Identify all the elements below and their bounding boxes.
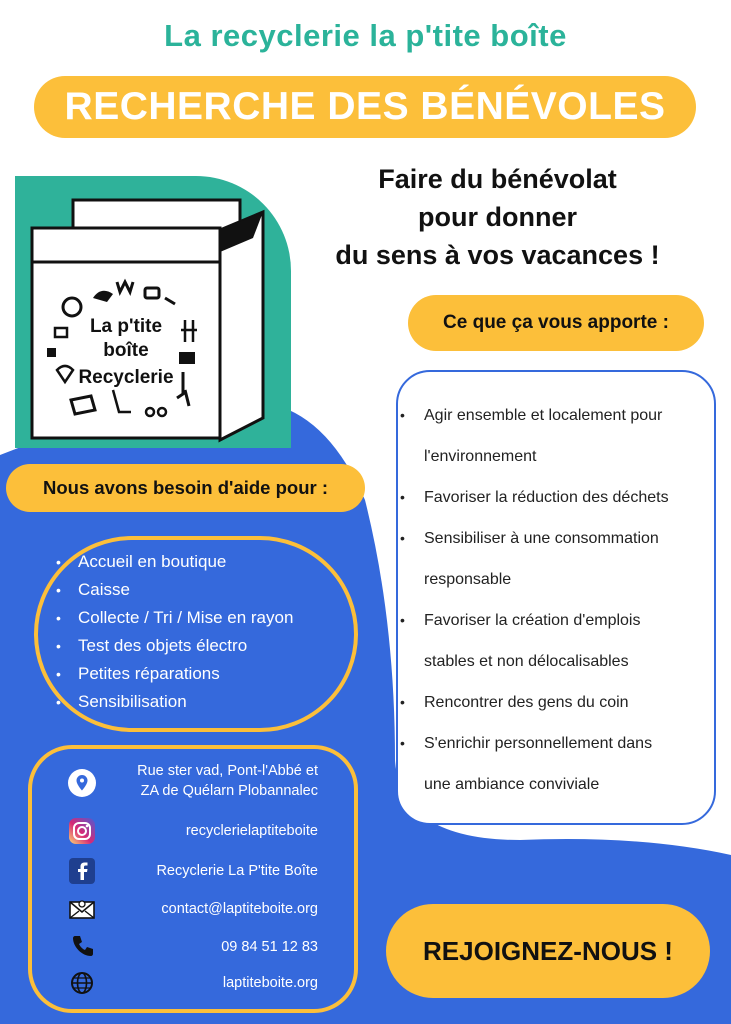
logo-text-line2: boîte <box>103 340 149 361</box>
logo-text-line1: La p'tite <box>89 316 163 337</box>
contact-email[interactable]: contact@laptiteboite.org <box>161 901 318 917</box>
tagline-line3: du sens à vos vacances ! <box>335 240 660 270</box>
benefits-title: Ce que ça vous apporte : <box>408 295 704 351</box>
instagram-icon <box>68 817 96 845</box>
benefits-list-box <box>396 370 716 825</box>
need-item: • Sensibilisation <box>56 692 187 711</box>
contact-phone[interactable]: 09 84 51 12 83 <box>221 939 318 955</box>
benefit-item-continuation: une ambiance conviviale <box>424 776 600 793</box>
logo-text-line3: Recyclerie <box>78 367 174 388</box>
benefit-item: • Favoriser la réduction des déchets <box>400 489 669 506</box>
tagline <box>300 160 695 274</box>
recyclerie-logo <box>15 190 285 445</box>
needs-list <box>38 540 354 716</box>
tagline-line1: Faire du bénévolat <box>378 164 617 194</box>
site-name-heading: La recyclerie la p'tite boîte <box>164 18 567 53</box>
contact-address: Rue ster vad, Pont-l'Abbé et ZA de Quélarn Plobannalec <box>137 763 318 799</box>
needs-title: Nous avons besoin d'aide pour : <box>6 464 365 512</box>
globe-icon <box>68 969 96 997</box>
benefit-item: • Sensibiliser à une consommation <box>400 530 659 547</box>
recruitment-banner: RECHERCHE DES BÉNÉVOLES <box>34 76 696 138</box>
join-us-button[interactable]: REJOIGNEZ-NOUS ! <box>386 904 710 998</box>
phone-icon <box>68 933 96 961</box>
need-item: • Caisse <box>56 580 130 599</box>
email-envelope-icon <box>68 895 96 923</box>
need-item: • Accueil en boutique <box>56 552 227 571</box>
benefit-item-continuation: stables et non délocalisables <box>424 653 629 670</box>
contact-instagram[interactable]: recyclerielaptiteboite <box>185 823 318 839</box>
contact-facebook[interactable]: Recyclerie La P'tite Boîte <box>156 863 318 879</box>
facebook-icon <box>68 857 96 885</box>
need-item: • Collecte / Tri / Mise en rayon <box>56 608 294 627</box>
contact-website[interactable]: laptiteboite.org <box>222 975 318 991</box>
benefit-item: • S'enrichir personnellement dans <box>400 735 653 752</box>
tagline-line2: pour donner <box>418 202 577 232</box>
benefits-list <box>398 372 714 805</box>
benefit-item-continuation: l'environnement <box>424 448 537 465</box>
benefit-item: • Agir ensemble et localement pour <box>400 407 663 424</box>
need-item: • Test des objets électro <box>56 636 248 655</box>
contact-box <box>28 745 358 1013</box>
benefit-item: • Rencontrer des gens du coin <box>400 694 629 711</box>
need-item: • Petites réparations <box>56 664 220 683</box>
benefit-item-continuation: responsable <box>424 571 512 588</box>
benefit-item: • Favoriser la création d'emplois <box>400 612 641 629</box>
needs-list-box <box>34 536 358 732</box>
location-pin-icon <box>68 769 96 797</box>
